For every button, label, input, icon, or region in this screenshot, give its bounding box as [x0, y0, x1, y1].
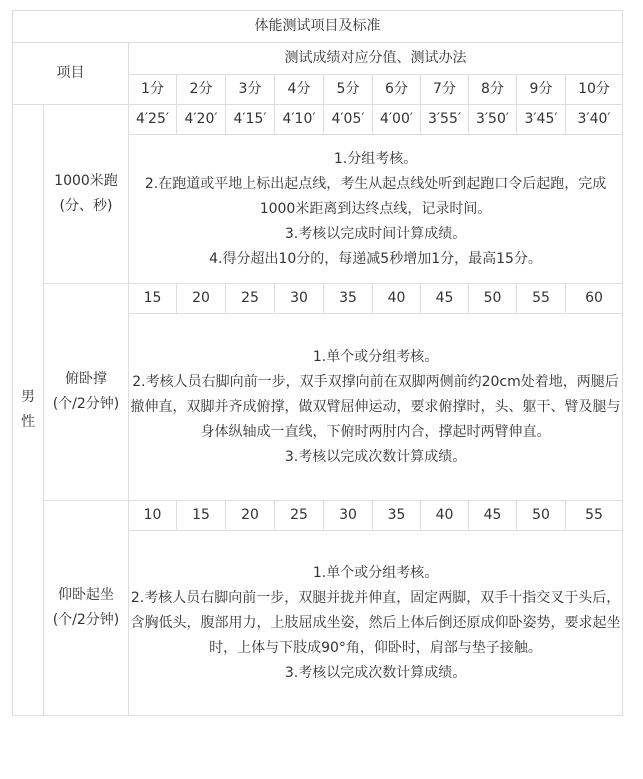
score-label: 9分 [517, 75, 566, 105]
pushup-values-row [13, 284, 623, 314]
value-cell: 4′10′ [275, 105, 324, 135]
item-name-cell [44, 501, 129, 716]
item-name: 俯卧撑 [65, 371, 107, 387]
value-cell: 40 [373, 284, 421, 314]
score-label: 5分 [324, 75, 373, 105]
score-label: 1分 [129, 75, 177, 105]
item-name-cell [44, 105, 129, 284]
value-cell: 10 [129, 501, 177, 531]
item-unit: (个/2分钟) [52, 396, 120, 412]
value-cell: 30 [324, 501, 373, 531]
value-cell: 20 [226, 501, 275, 531]
item-name: 仰卧起坐 [58, 587, 114, 603]
value-cell: 50 [469, 284, 517, 314]
method-cell [129, 314, 623, 501]
value-cell: 35 [373, 501, 421, 531]
score-label: 6分 [373, 75, 421, 105]
value-cell: 35 [324, 284, 373, 314]
method-line: 1.单个或分组考核。 [312, 348, 439, 365]
method-line: 3.考核以完成次数计算成绩。 [284, 664, 467, 681]
method-line: 1.单个或分组考核。 [312, 564, 439, 581]
item-name-cell [44, 284, 129, 501]
method-line: 3.考核以完成次数计算成绩。 [284, 448, 467, 465]
value-cell: 15 [177, 501, 226, 531]
score-method-header: 测试成绩对应分值、测试办法 [129, 43, 623, 75]
table-title: 体能测试项目及标准 [13, 11, 623, 43]
value-cell: 4′15′ [226, 105, 275, 135]
method-cell [129, 135, 623, 284]
gender-label: 男性 [21, 389, 35, 430]
fitness-standards-table [12, 10, 623, 716]
value-cell: 60 [566, 284, 623, 314]
method-line: 3.考核以完成时间计算成绩。 [284, 225, 467, 242]
value-cell: 45 [469, 501, 517, 531]
value-cell: 4′25′ [129, 105, 177, 135]
method-cell [129, 531, 623, 716]
item-name: 1000米跑 [54, 173, 118, 189]
value-cell: 4′05′ [324, 105, 373, 135]
item-unit: (分、秒) [59, 198, 113, 214]
value-cell: 3′55′ [421, 105, 469, 135]
project-header: 项目 [13, 43, 129, 105]
gender-cell [13, 105, 44, 716]
method-line: 4.得分超出10分的，每递减5秒增加1分，最高15分。 [209, 250, 542, 267]
value-cell: 20 [177, 284, 226, 314]
value-cell: 4′20′ [177, 105, 226, 135]
run-values-row [13, 105, 623, 135]
value-cell: 55 [517, 284, 566, 314]
method-line: 2.在跑道或平地上标出起点线，考生从起点线处听到起跑口令后起跑，完成1000米距离到达终点线，记录时间。 [144, 175, 607, 217]
value-cell: 25 [275, 501, 324, 531]
value-cell: 55 [566, 501, 623, 531]
method-line: 2.考核人员右脚向前一步，双手双撑向前在双脚两侧前约20cm处着地，两腿后撤伸直，双脚并齐成俯撑，做双臂屈伸运动，要求俯撑时，头、躯干、臂及腿与身体纵轴成一直线，下俯时两肘内合，撑起时两臂伸直。 [130, 373, 621, 440]
value-cell: 4′00′ [373, 105, 421, 135]
value-cell: 40 [421, 501, 469, 531]
value-cell: 3′50′ [469, 105, 517, 135]
score-label: 8分 [469, 75, 517, 105]
score-label: 10分 [566, 75, 623, 105]
score-label: 7分 [421, 75, 469, 105]
score-label: 3分 [226, 75, 275, 105]
value-cell: 30 [275, 284, 324, 314]
score-label: 2分 [177, 75, 226, 105]
value-cell: 25 [226, 284, 275, 314]
value-cell: 50 [517, 501, 566, 531]
method-line: 1.分组考核。 [333, 150, 418, 167]
value-cell: 3′45′ [517, 105, 566, 135]
situp-values-row [13, 501, 623, 531]
score-label: 4分 [275, 75, 324, 105]
value-cell: 45 [421, 284, 469, 314]
method-line: 2.考核人员右脚向前一步，双腿并拢并伸直，固定两脚，双手十指交叉于头后，含胸低头，腹部用力，上肢屈成坐姿，然后上体后倒还原成仰卧姿势，要求起坐时，上体与下肢成90°角，仰卧时，肩部与垫子接触。 [130, 589, 621, 656]
fitness-standards-page [12, 10, 622, 716]
value-cell: 3′40′ [566, 105, 623, 135]
value-cell: 15 [129, 284, 177, 314]
item-unit: (个/2分钟) [52, 612, 120, 628]
